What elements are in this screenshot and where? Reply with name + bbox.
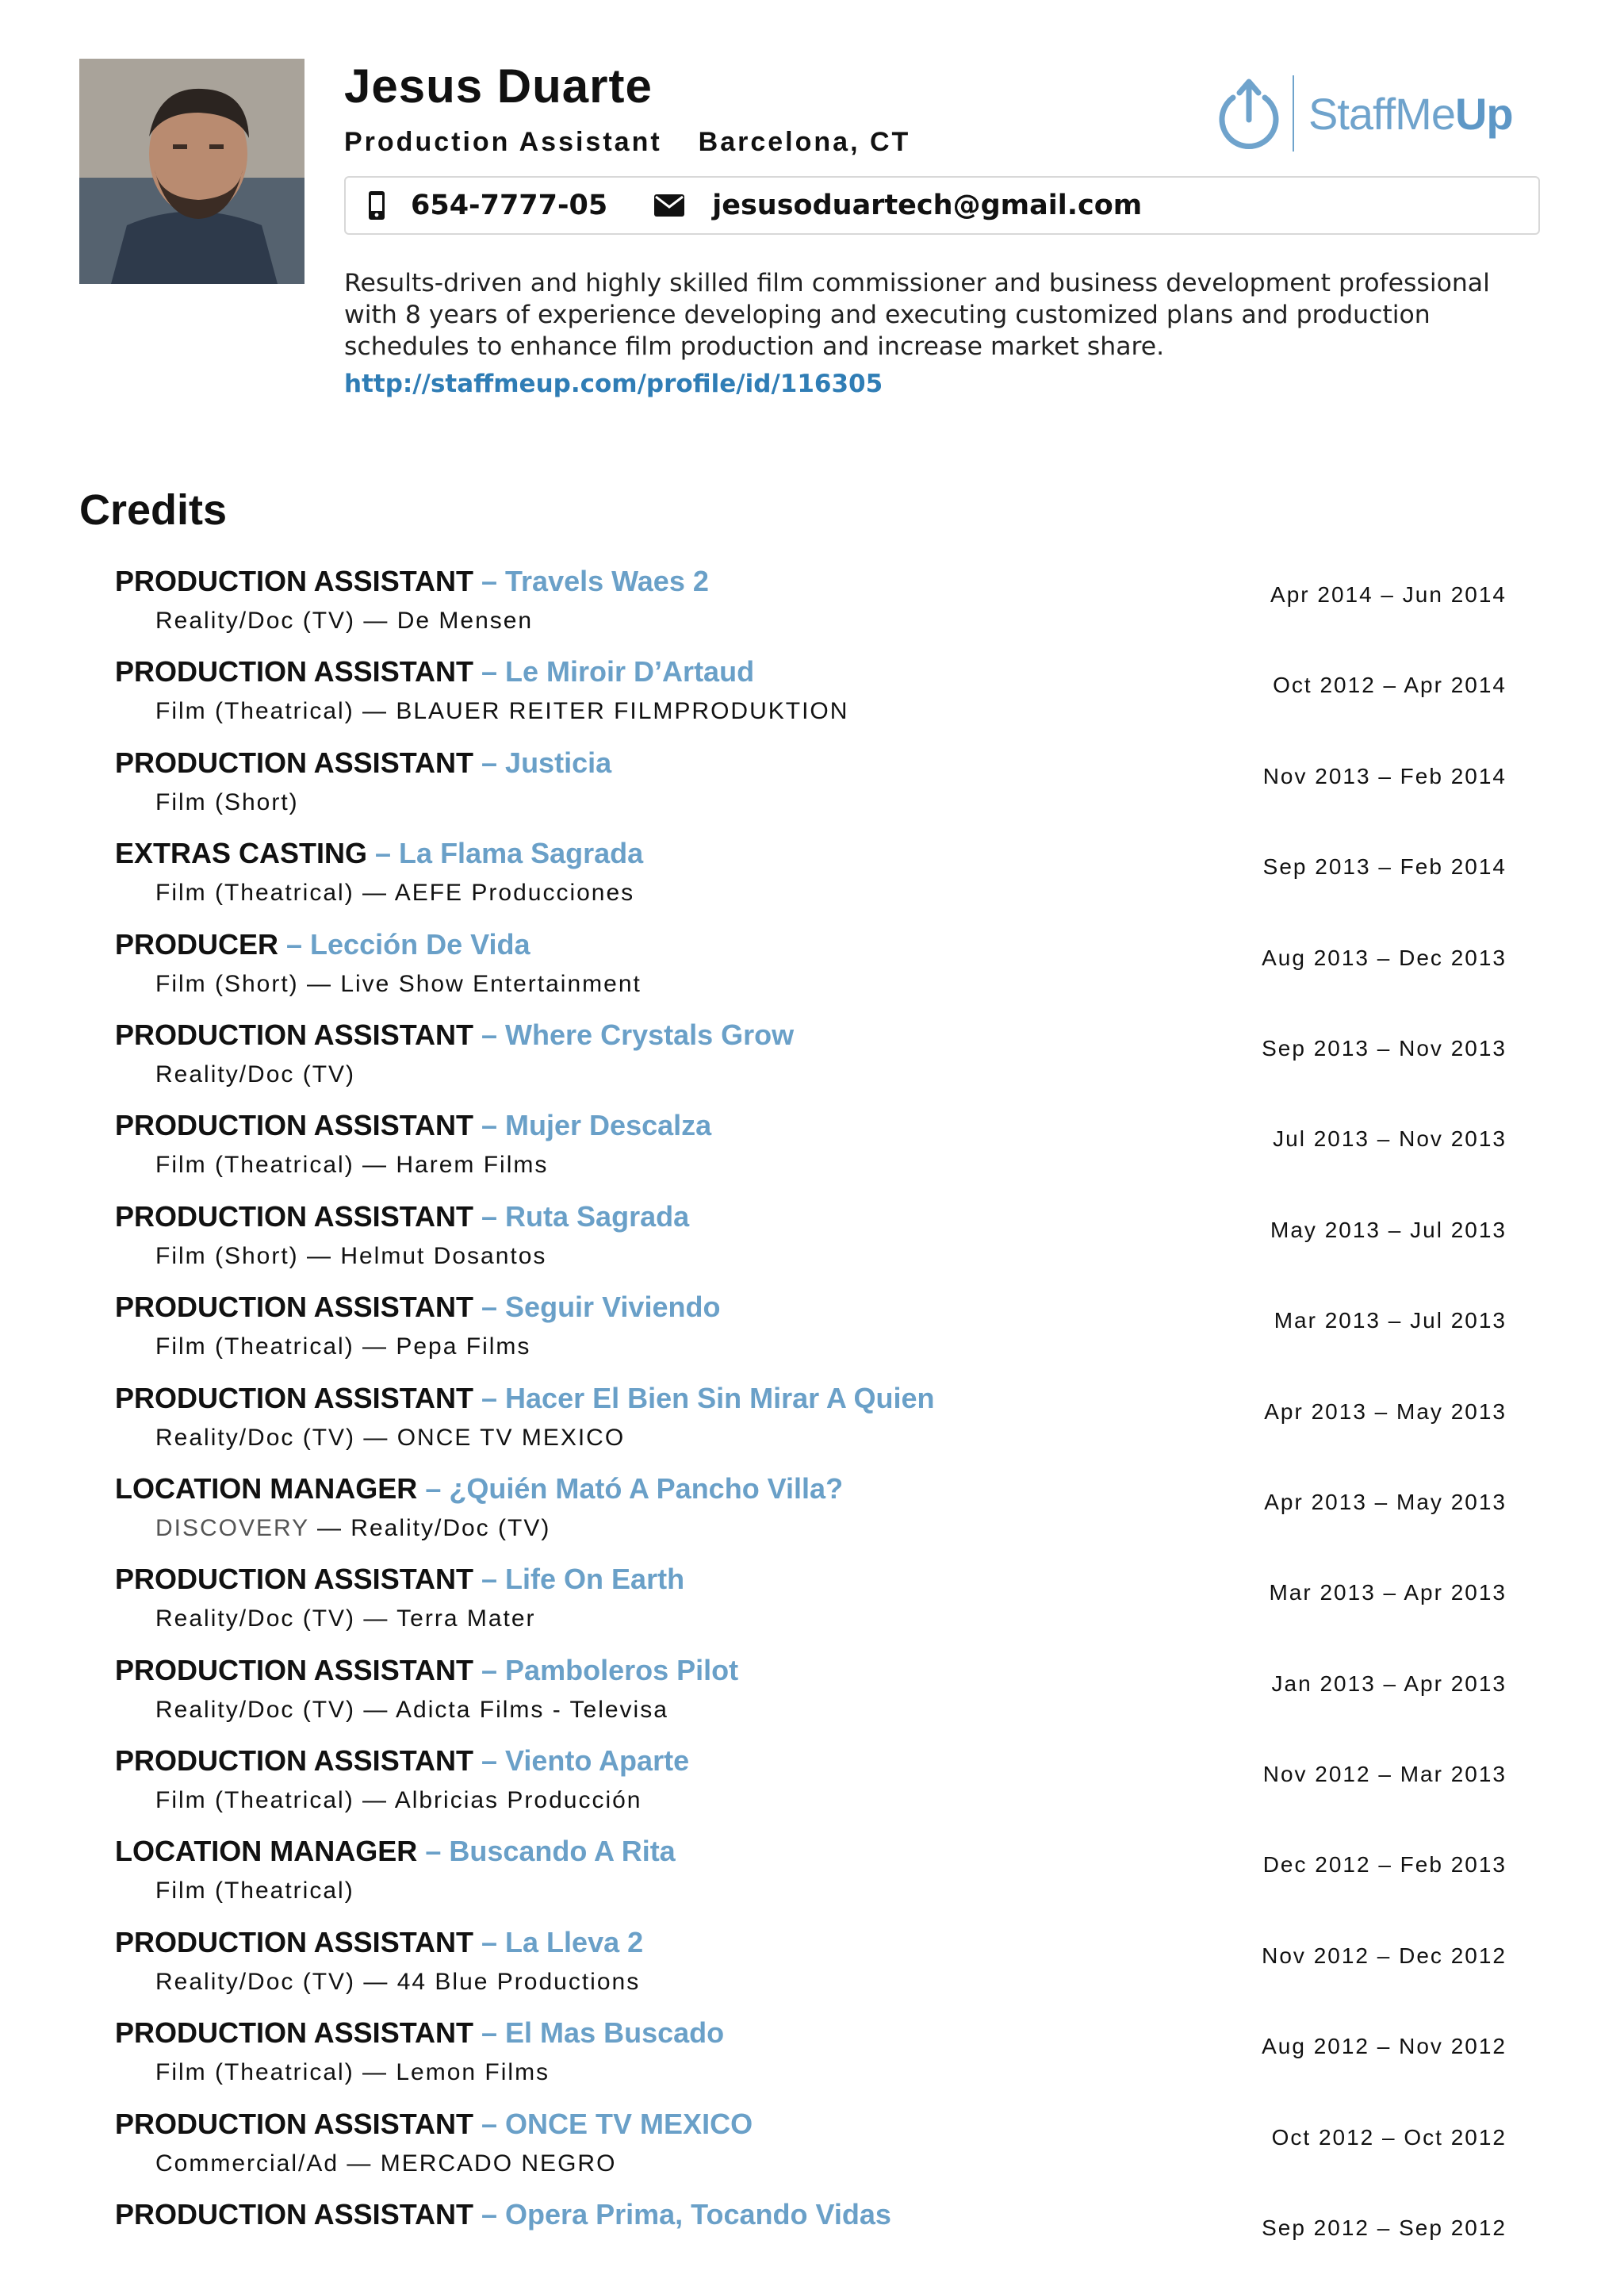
credit-item (0, 1291, 1624, 1381)
credit-title[interactable]: – Travels Waes 2 (473, 565, 709, 597)
credit-dates: Nov 2012 – Mar 2013 (1262, 1762, 1507, 1787)
credit-item (0, 928, 1624, 1018)
credit-dates: Sep 2013 – Nov 2013 (1262, 1035, 1507, 1061)
credit-detail: Film (Theatrical) — Lemon Films (155, 2059, 550, 2086)
credit-dates: Nov 2013 – Feb 2014 (1262, 763, 1507, 788)
credit-detail: Reality/Doc (TV) — ONCE TV MEXICO (155, 1424, 626, 1451)
credit-item (0, 1563, 1624, 1653)
credit-detail: Reality/Doc (TV) — Adicta Films - Televisa (155, 1696, 668, 1723)
credit-title[interactable]: – La Lleva 2 (473, 1925, 644, 1958)
credit-dates: Nov 2012 – Dec 2012 (1262, 1943, 1507, 1968)
portrait-illustration (79, 59, 304, 284)
credit-detail: Reality/Doc (TV) — De Mensen (155, 608, 534, 634)
credit-item (0, 565, 1624, 655)
credit-role: PRODUCER (115, 927, 279, 961)
credit-role: PRODUCTION ASSISTANT (115, 1925, 474, 1958)
credit-role: PRODUCTION ASSISTANT (115, 1744, 474, 1778)
credit-item (0, 1744, 1624, 1835)
power-icon (1213, 74, 1285, 153)
credit-detail: Reality/Doc (TV) (155, 1061, 356, 1087)
credit-role: PRODUCTION ASSISTANT (115, 1291, 474, 1324)
credit-role: PRODUCTION ASSISTANT (115, 2198, 474, 2231)
credit-role: PRODUCTION ASSISTANT (115, 655, 474, 689)
credit-item (0, 1018, 1624, 1109)
logo-divider (1293, 75, 1294, 152)
contact-bar (344, 176, 1540, 235)
credit-dates: Sep 2012 – Sep 2012 (1262, 2215, 1507, 2241)
credit-item (0, 1382, 1624, 1472)
credit-role: EXTRAS CASTING (115, 837, 368, 870)
credit-detail: Film (Theatrical) (155, 1878, 354, 1904)
phone-number[interactable]: 654-7777-05 (411, 190, 608, 221)
credit-role: LOCATION MANAGER (115, 1471, 418, 1505)
credit-dates: Dec 2012 – Feb 2013 (1262, 1852, 1507, 1878)
credit-title[interactable]: – Ruta Sagrada (473, 1199, 690, 1233)
location: Barcelona, CT (698, 127, 911, 157)
credit-detail: Film (Theatrical) — AEFE Producciones (155, 880, 635, 907)
credit-item (0, 655, 1624, 746)
credit-dates: Apr 2013 – May 2013 (1264, 1398, 1507, 1424)
credit-title[interactable]: – Lección De Vida (278, 927, 530, 961)
credit-category: — Reality/Doc (TV) (308, 1514, 551, 1541)
credit-item (0, 1835, 1624, 1925)
credit-dates: Mar 2013 – Apr 2013 (1269, 1580, 1507, 1605)
credit-title[interactable]: – ONCE TV MEXICO (473, 2107, 753, 2140)
credit-detail: Reality/Doc (TV) — 44 Blue Productions (155, 1968, 641, 1995)
credit-item (0, 1109, 1624, 1199)
credit-title[interactable]: – Where Crystals Grow (473, 1018, 795, 1051)
credit-detail: Film (Theatrical) — Albricias Producción (155, 1787, 642, 1814)
credit-role: PRODUCTION ASSISTANT (115, 1199, 474, 1233)
credit-detail: Film (Short) (155, 788, 299, 815)
staffmeup-logo[interactable] (1213, 70, 1522, 157)
credit-title[interactable]: – Hacer El Bien Sin Mirar A Quien (473, 1381, 935, 1414)
profile-photo (79, 59, 304, 284)
credit-title[interactable]: – Viento Aparte (473, 1744, 690, 1778)
credits-list (0, 565, 1624, 2288)
credit-detail: Film (Short) — Live Show Entertainment (155, 970, 642, 997)
credit-detail: Film (Short) — Helmut Dosantos (155, 1242, 547, 1269)
credit-title[interactable]: – Le Miroir D’Artaud (473, 655, 755, 689)
credit-dates: May 2013 – Jul 2013 (1270, 1217, 1507, 1242)
credit-title[interactable]: – Justicia (473, 746, 612, 779)
credit-title[interactable]: – La Flama Sagrada (367, 837, 644, 870)
credit-title[interactable]: – Life On Earth (473, 1563, 685, 1596)
candidate-name: Jesus Duarte (344, 59, 653, 113)
credit-dates: Oct 2012 – Apr 2014 (1273, 673, 1507, 698)
credit-dates: Apr 2013 – May 2013 (1264, 1489, 1507, 1514)
credit-role: PRODUCTION ASSISTANT (115, 1109, 474, 1142)
credit-network: DISCOVERY (155, 1514, 309, 1541)
credit-detail: Film (Theatrical) — Pepa Films (155, 1333, 531, 1360)
logo-wordmark: StaffMeUp (1308, 88, 1513, 139)
credit-item (0, 1926, 1624, 2016)
credit-role: PRODUCTION ASSISTANT (115, 1381, 474, 1414)
credit-dates: Mar 2013 – Jul 2013 (1274, 1308, 1507, 1333)
mobile-phone-icon (363, 190, 390, 221)
credit-item (0, 2108, 1624, 2198)
job-role: Production Assistant (344, 127, 662, 157)
credit-role: PRODUCTION ASSISTANT (115, 1018, 474, 1051)
credit-dates: Jul 2013 – Nov 2013 (1273, 1126, 1507, 1152)
email-address[interactable]: jesusoduartech@gmail.com (712, 190, 1143, 221)
profile-url-link[interactable]: http://staffmeup.com/profile/id/116305 (344, 370, 883, 398)
credit-dates: Apr 2014 – Jun 2014 (1270, 582, 1507, 607)
credit-item (0, 1200, 1624, 1291)
credit-role: PRODUCTION ASSISTANT (115, 746, 474, 779)
credits-heading: Credits (79, 486, 228, 534)
role-location-line (344, 127, 947, 158)
credit-item (0, 1654, 1624, 1744)
credit-detail: Reality/Doc (TV) — Terra Mater (155, 1605, 536, 1632)
credit-detail: Film (Theatrical) — Harem Films (155, 1152, 549, 1179)
credit-detail: Film (Theatrical) — BLAUER REITER FILMPRODUKTION (155, 698, 849, 725)
credit-detail: Commercial/Ad — MERCADO NEGRO (155, 2150, 617, 2177)
profile-summary: Results-driven and highly skilled film commissioner and business development professional with 8 years of experience developing and executing customized plans and production schedules to enhance film production and increase market share. (344, 269, 1490, 361)
credit-dates: Aug 2012 – Nov 2012 (1262, 2034, 1507, 2059)
credit-role: PRODUCTION ASSISTANT (115, 2016, 474, 2050)
credit-role: PRODUCTION ASSISTANT (115, 2107, 474, 2140)
credit-item (0, 837, 1624, 927)
credit-title[interactable]: – Opera Prima, Tocando Vidas (473, 2198, 891, 2231)
credit-title[interactable]: – Buscando A Rita (417, 1835, 676, 1868)
credit-title[interactable]: – ¿Quién Mató A Pancho Villa? (417, 1471, 844, 1505)
credit-dates: Sep 2013 – Feb 2014 (1262, 854, 1507, 880)
credit-role: PRODUCTION ASSISTANT (115, 1653, 474, 1686)
credit-item (0, 746, 1624, 837)
credit-item (0, 2198, 1624, 2288)
credit-title[interactable]: – Mujer Descalza (473, 1109, 712, 1142)
credit-role: PRODUCTION ASSISTANT (115, 565, 474, 597)
credit-title[interactable]: – Seguir Viviendo (473, 1291, 721, 1324)
credit-dates: Aug 2013 – Dec 2013 (1262, 945, 1507, 970)
credit-role: PRODUCTION ASSISTANT (115, 1563, 474, 1596)
credit-item (0, 2016, 1624, 2107)
credit-item (0, 1472, 1624, 1563)
credit-detail (155, 1515, 550, 1542)
credit-dates: Jan 2013 – Apr 2013 (1271, 1671, 1507, 1696)
envelope-icon (653, 194, 685, 217)
credit-title[interactable]: – El Mas Buscado (473, 2016, 725, 2050)
credit-role: LOCATION MANAGER (115, 1835, 418, 1868)
credit-dates: Oct 2012 – Oct 2012 (1271, 2124, 1507, 2150)
credit-title[interactable]: – Pamboleros Pilot (473, 1653, 739, 1686)
